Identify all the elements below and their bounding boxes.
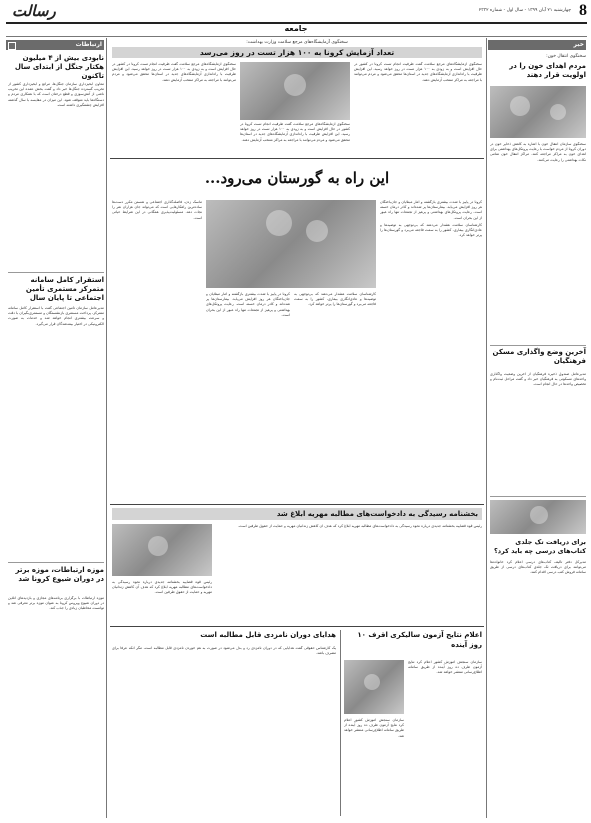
right-story1-paragraph: سخنگوی سازمان انتقال خون با اشاره به کاهش ذخایر خون در دوران کرونا از مردم خواست با رعایت پروتکل‌های بهداشتی برای اهدای خون به مراکز مراجعه کنند. مراکز انتقال خون تمامی نکات بهداشتی را رعایت می‌کنند.	[490, 142, 586, 162]
bottom-right-body-lower	[344, 718, 404, 816]
bottom-banner-title: بخشنامه رسیدگی به دادخواست‌های مطالبه مهریه ابلاغ شد	[276, 510, 478, 518]
right-divider-2	[490, 496, 586, 497]
section-rule	[6, 36, 587, 37]
main-story-col-mid-a	[206, 292, 290, 500]
main-story-col-right	[380, 200, 482, 500]
bottom-banner-body-left	[112, 580, 212, 624]
bottom-banner-rule	[110, 626, 484, 627]
left-story1-title: نابودی بیش از ۴ میلیون هکتار جنگل از ابتدای سال تاکنون	[14, 54, 104, 80]
left-story3-body	[8, 596, 104, 816]
top-story-kicker: سخنگوی آزمایشگاه‌های مرجع سلامت وزارت بهداشت:	[246, 40, 348, 45]
left-story2-title: استقرار کامل سامانه متمرکز مستمری تأمین اجتماعی تا پایان سال	[25, 276, 104, 302]
main-story-col-left	[112, 200, 202, 500]
page-number: 8	[579, 2, 587, 19]
right-story1-kicker: سخنگوی انتقال خون:	[546, 54, 586, 59]
left-story2-body	[8, 306, 104, 556]
main-story-rule	[110, 504, 484, 505]
main-story-paragraph-2: کارشناسان سلامت هشدار می‌دهند که بی‌توجهی به توصیه‌ها و عادی‌انگاری بیماری، کشور را به سمت فاجعه می‌برد و گورستان‌ها را پرتر خواهد کرد.	[380, 222, 482, 238]
bottom-banner-photo	[112, 524, 212, 576]
left-story2-paragraph: مدیرعامل سازمان تأمین اجتماعی گفت با استقرار کامل سامانه متمرکز، پرداخت مستمری بازنشستگان و مستمری‌بگیران با دقت و سرعت بیشتری انجام خواهد شد و خدمات به صورت الکترونیکی در اختیار بیمه‌شدگان قرار می‌گیرد.	[8, 306, 104, 326]
column-divider-left	[106, 38, 107, 818]
top-story-body-mid	[240, 122, 350, 154]
main-story-paragraph-1: کرونا در پاییز با شدت بیشتری بازگشته و آمار مبتلایان و جان‌باختگان هر روز افزایش می‌یابد. بیمارستان‌ها پر شده‌اند و کادر درمان خسته است. رعایت پروتکل‌های بهداشتی و پرهیز از تجمعات تنها راه عبور از این بحران است.	[380, 200, 482, 220]
left-divider-2	[8, 562, 104, 563]
top-story-body-left	[112, 62, 236, 154]
right-column-tag: خبر	[573, 41, 584, 48]
left-tag-icon	[8, 42, 16, 50]
right-story3-body	[490, 560, 586, 816]
left-story1-body	[8, 82, 104, 266]
top-story-photo	[240, 62, 350, 120]
bottom-left-paragraph: یک کارشناس حقوقی گفت هدایایی که در دوران نامزدی رد و بدل می‌شود در صورت به هم خوردن نامزدی قابل مطالبه است، مگر آنکه عرفاً برای مصرف باشد.	[112, 646, 336, 656]
right-story3-paragraph: مدیرکل دفتر تألیف کتاب‌های درسی اعلام کرد خانواده‌ها می‌توانند برای دریافت تک جلدی کتاب‌های درسی از طریق سامانه فروش کتب درسی اقدام کنند.	[490, 560, 586, 575]
bottom-right-paragraph-lower: سازمان سنجش آموزش کشور اعلام کرد نتایج آزمون ظرف ده روز آینده از طریق سامانه اطلاع‌رسانی منتشر خواهد شد.	[344, 718, 404, 738]
bottom-right-photo	[344, 660, 404, 714]
right-story3-title: برای دریافت تک جلدی کتاب‌های درسی چه باید کرد؟	[493, 538, 586, 555]
main-story-paragraph-1b: کرونا در پاییز با شدت بیشتری بازگشته و آمار مبتلایان و جان‌باختگان هر روز افزایش می‌یابد. بیمارستان‌ها پر شده‌اند و کادر درمان خسته است. رعایت پروتکل‌های بهداشتی و پرهیز از تجمعات تنها راه عبور از این بحران است.	[206, 292, 290, 317]
right-story2-body	[490, 372, 586, 492]
section-title: جامعه	[284, 24, 308, 33]
right-story2-paragraph: مدیرعامل صندوق ذخیره فرهنگیان از آخرین وضعیت واگذاری واحدهای مسکونی به فرهنگیان خبر داد و گفت مراحل ثبت‌نام و تخصیص واحدها در حال انجام است.	[490, 372, 586, 387]
top-story-title: تعداد آزمایش کرونا به ۱۰۰ هزار تست در روز می‌رسد	[199, 48, 395, 57]
top-story-paragraph-left: سخنگوی آزمایشگاه‌های مرجع سلامت گفت ظرفیت انجام تست کرونا در کشور در حال افزایش است و به زودی به ۱۰۰ هزار تست در روز خواهد رسید. این افزایش ظرفیت با راه‌اندازی آزمایشگاه‌های جدید در استان‌ها محقق می‌شود و مردم می‌توانند با مراجعه به مراکز منتخب آزمایش دهند.	[112, 62, 236, 82]
bottom-right-body	[408, 660, 482, 816]
left-story3-paragraph: موزه ارتباطات با برگزاری برنامه‌های مجازی و بازدیدهای آنلاین در دوران شیوع ویروس کرونا به عنوان موزه برتر معرفی شد و توانست مخاطبان زیادی را جذب کند.	[8, 596, 104, 611]
right-story1-title: مردم اهدای خون را در اولویت قرار دهند	[509, 62, 586, 79]
top-story-paragraph-right: سخنگوی آزمایشگاه‌های مرجع سلامت گفت ظرفیت انجام تست کرونا در کشور در حال افزایش است و به زودی به ۱۰۰ هزار تست در روز خواهد رسید. این افزایش ظرفیت با راه‌اندازی آزمایشگاه‌های جدید در استان‌ها محقق می‌شود و مردم می‌توانند با مراجعه به مراکز منتخب آزمایش دهند.	[354, 62, 482, 82]
top-story-rule	[110, 158, 484, 159]
blood-donation-photo	[490, 86, 586, 138]
textbook-photo	[490, 500, 586, 534]
top-story-body-right	[354, 62, 482, 154]
date-line: چهارشنبه ۲۱ آبان ۱۳۹۹ - سال اول - شماره ۲۳۳۲	[478, 8, 571, 13]
bottom-left-title: هدایای دوران نامزدی قابل مطالبه است	[200, 631, 336, 639]
newspaper-logo: رسالت	[12, 2, 56, 20]
left-divider-1	[8, 272, 104, 273]
right-divider-1	[490, 345, 586, 346]
left-column-tag: ارتباطات	[75, 41, 102, 48]
bottom-left-body	[112, 646, 336, 816]
bottom-divider	[340, 630, 341, 816]
left-story1-paragraph: معاون آبخیزداری سازمان جنگل‌ها، مراتع و آبخیزداری کشور از تخریب گسترده جنگل‌ها خبر داد و گفت بخش عمده این تخریب ناشی از آتش‌سوزی و قطع درختان است که با همکاری مردم و دستگاه‌ها باید متوقف شود. این میزان در مقایسه با سال گذشته افزایش چشمگیری داشته است.	[8, 82, 104, 107]
main-story-photo	[206, 200, 376, 288]
column-divider-right	[486, 38, 487, 818]
bottom-right-title: اعلام نتایج آزمون سالیکری اقرف ۱۰ روز آینده	[357, 631, 482, 649]
bottom-banner-body	[216, 524, 482, 624]
bottom-banner-paragraph-left: رئیس قوه قضاییه بخشنامه جدیدی درباره نحوه رسیدگی به دادخواست‌های مطالبه مهریه ابلاغ کرد که هدف آن کاهش زندانیان مهریه و حمایت از حقوق طرفین است.	[112, 580, 212, 595]
bottom-banner-paragraph: رئیس قوه قضاییه بخشنامه جدیدی درباره نحوه رسیدگی به دادخواست‌های مطالبه مهریه ابلاغ کرد که هدف آن کاهش زندانیان مهریه و حمایت از حقوق طرفین است.	[237, 524, 482, 528]
right-story2-title: آخرین وضع واگذاری مسکن فرهنگیان	[492, 348, 586, 365]
right-story1-body	[490, 142, 586, 374]
main-story-title: این راه به گورستان می‌رود...	[204, 169, 390, 187]
top-story-paragraph-mid: سخنگوی آزمایشگاه‌های مرجع سلامت گفت ظرفیت انجام تست کرونا در کشور در حال افزایش است و به زودی به ۱۰۰ هزار تست در روز خواهد رسید. این افزایش ظرفیت با راه‌اندازی آزمایشگاه‌های جدید در استان‌ها محقق می‌شود و مردم می‌توانند با مراجعه به مراکز منتخب آزمایش دهند.	[240, 122, 350, 142]
main-story-paragraph-2b: کارشناسان سلامت هشدار می‌دهند که بی‌توجهی به توصیه‌ها و عادی‌انگاری بیماری، کشور را به سمت فاجعه می‌برد و گورستان‌ها را پرتر خواهد کرد.	[294, 292, 376, 307]
bottom-right-paragraph: سازمان سنجش آموزش کشور اعلام کرد نتایج آزمون ظرف ده روز آینده از طریق سامانه اطلاع‌رسانی منتشر خواهد شد.	[408, 660, 482, 675]
left-story3-title: موزه ارتباطات، موزه برتر در دوران شیوع کرونا شد	[15, 566, 104, 583]
main-story-paragraph-3: ماسک زدن، فاصله‌گذاری اجتماعی و شستن مکرر دست‌ها ساده‌ترین راهکارهایی است که می‌تواند جان هزاران نفر را نجات دهد. مسئولیت‌پذیری همگانی در این شرایط حیاتی است.	[112, 200, 202, 220]
main-story-col-mid-b	[294, 292, 376, 500]
